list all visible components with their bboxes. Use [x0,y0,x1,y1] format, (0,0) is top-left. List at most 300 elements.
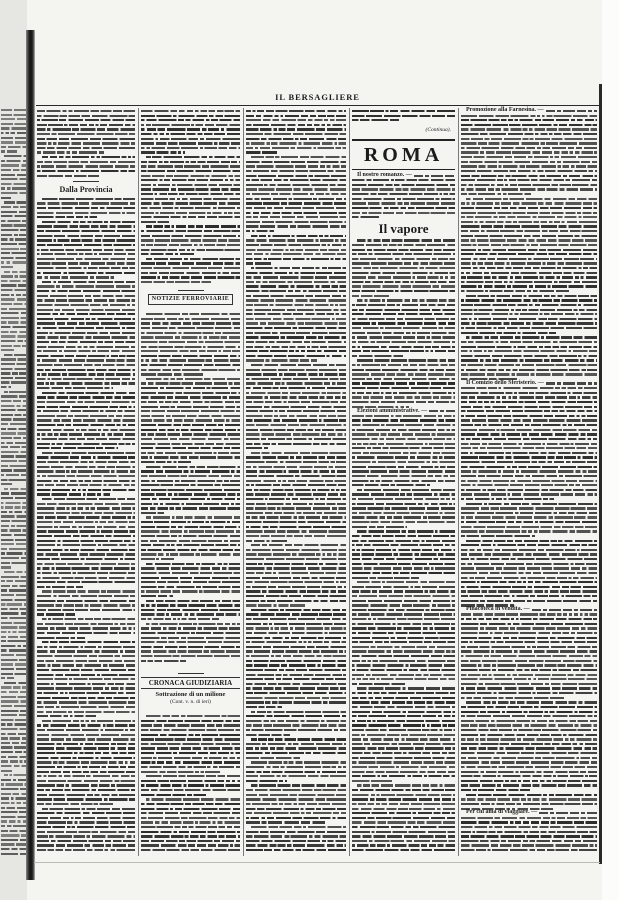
text-line [461,396,597,398]
text-line [352,604,455,606]
text-line [352,336,455,338]
text-line [37,212,135,214]
text-line [352,480,455,482]
text-line [461,387,597,389]
text-line [37,341,135,343]
text-line [461,544,597,546]
text-line [141,346,240,348]
text-line [352,521,455,523]
text-line [1,372,26,374]
text-line [141,230,240,232]
text-line [1,760,26,762]
text-line [352,678,455,680]
text-line [461,346,597,348]
masthead-title: IL BERSAGLIERE [275,92,360,102]
text-line [461,244,597,246]
text-line [246,567,346,569]
text-line [37,401,135,403]
text-line [539,812,597,814]
text-line [461,373,597,375]
text-line [141,660,186,662]
text-line [352,817,455,819]
text-line [37,540,135,542]
text-line [246,110,346,112]
text-line [246,623,346,625]
text-line [1,649,26,651]
text-line [141,535,240,537]
text-line [141,262,240,264]
text-line [141,498,240,500]
text-line [251,364,346,366]
text-line [1,719,26,721]
text-line [1,626,26,628]
text-line [4,391,26,393]
text-line [246,831,346,833]
text-line [352,212,455,214]
text-line [37,798,135,800]
text-line [1,788,26,790]
text-line [1,178,26,180]
text-line [1,294,26,296]
text-line [141,512,164,514]
text-line [352,577,419,579]
text-line [246,835,346,837]
text-line [461,115,597,117]
vapore-heading-block [352,220,455,238]
text-line [1,746,26,748]
text-line [246,577,346,579]
text-line [352,706,455,708]
text-line [461,798,597,800]
runin-paragraph [461,810,597,816]
text-line [352,429,455,431]
text-line [461,692,597,694]
text-line [352,276,455,278]
text-line [1,284,26,286]
text-line [246,170,346,172]
text-line [42,618,135,620]
text-line [246,443,346,445]
text-line [141,350,240,352]
text-line [352,766,455,768]
section-heading: ROMA [352,139,455,170]
text-line [141,341,240,343]
text-line [246,669,346,671]
text-line [461,230,597,232]
text-line [37,613,75,615]
text-line [246,775,346,777]
text-line [352,207,455,209]
column-4 [352,109,455,855]
text-line [246,743,346,745]
text-line [37,595,135,597]
text-line [1,608,26,610]
text-line [246,419,346,421]
text-line [352,461,455,463]
text-line [352,826,455,828]
text-line [141,489,240,491]
text-line [1,252,26,254]
text-line [1,386,11,388]
text-line [461,711,597,713]
text-line [141,849,240,851]
text-line [1,825,26,827]
text-line [461,272,597,274]
text-line [37,692,135,694]
text-line [141,410,240,412]
text-line [1,839,26,841]
text-line [141,544,240,546]
text-line [141,355,240,357]
runin-head: Il nostro romanzo. — [357,171,412,178]
text-line [352,493,455,495]
text-line [146,225,240,227]
text-line [42,281,135,283]
text-line [37,687,135,689]
text-line [246,433,346,435]
text-line [1,405,26,407]
text-line [141,235,240,237]
text-line [141,401,240,403]
text-line [1,511,26,513]
text-line [37,747,135,749]
text-line [141,447,240,449]
text-line [1,686,26,688]
text-line [461,489,597,491]
text-line [37,475,135,477]
text-line [141,650,240,652]
text-line [352,844,455,846]
text-line [466,701,597,703]
text-line [1,331,26,333]
text-line [42,590,135,592]
text-line [461,738,597,740]
text-line [461,734,597,736]
text-line [461,466,597,468]
text-line [1,345,26,347]
text-line [37,272,135,274]
text-line [37,382,135,384]
text-line [246,489,346,491]
text-line [246,808,346,810]
text-line [246,724,346,726]
text-line [461,419,597,421]
text-line [141,609,240,611]
text-line [37,826,135,828]
text-line [352,558,455,560]
text-line [352,734,455,736]
text-line [1,640,26,642]
section-heading: Dalla Provincia [59,184,113,194]
text-line [246,258,346,260]
cronaca-heading-block [141,666,240,713]
text-line [1,802,26,804]
text-line [246,664,346,666]
text-line [461,475,597,477]
text-line [461,290,569,292]
column-rule [349,108,350,856]
text-line [461,452,597,454]
text-line [461,179,597,181]
text-line [461,438,597,440]
text-line [246,373,346,375]
serial-end-note: (Continua). [352,125,455,135]
text-line [37,711,135,713]
text-line [466,503,597,505]
text-line [4,271,26,273]
text-line [37,849,135,851]
text-line [37,558,135,560]
text-line [246,766,346,768]
text-line [141,586,240,588]
text-line [37,840,135,842]
text-line [141,784,240,786]
text-line [141,359,240,361]
text-line [141,221,169,223]
text-line [352,655,455,657]
text-line [1,109,26,111]
text-line [1,363,26,365]
text-line [352,281,455,283]
text-line [352,475,455,477]
text-line [141,239,240,241]
text-line [1,580,26,582]
text-line [141,387,240,389]
text-line [461,817,597,819]
text-line [141,826,240,828]
text-line [141,207,240,209]
text-line [141,844,240,846]
text-line [37,115,135,117]
text-line [1,779,26,781]
text-line [37,216,97,218]
text-line [246,798,346,800]
text-line [461,267,597,269]
text-line [246,821,325,823]
text-line [466,540,597,542]
text-line [246,387,346,389]
text-line [461,355,597,357]
text-line [141,216,240,218]
text-line [4,155,26,157]
text-line [37,678,135,680]
text-line [352,701,455,703]
text-line [352,419,455,421]
text-line [461,151,597,153]
text-line [246,438,346,440]
text-line [37,604,135,606]
text-line [1,460,26,462]
text-line [1,150,17,152]
text-line [352,470,455,472]
text-line [1,479,26,481]
text-line [357,489,455,491]
text-line [461,207,597,209]
page-edge-right [599,84,602,864]
text-line [141,424,240,426]
text-line [352,346,455,348]
text-line [352,544,455,546]
text-line [4,682,26,684]
text-line [1,820,26,822]
text-line [37,304,135,306]
text-line [141,124,240,126]
text-line [461,119,597,121]
text-line [357,359,455,361]
text-line [246,720,346,722]
text-line [1,529,26,531]
text-line [141,202,240,204]
text-line [461,461,597,463]
text-line [246,687,346,689]
text-line [461,844,597,846]
text-line [352,456,455,458]
text-line [461,216,597,218]
text-line [246,812,346,814]
text-line [246,253,346,255]
text-line [246,332,346,334]
text-line [1,751,26,753]
text-line [141,724,240,726]
text-line [1,566,11,568]
text-line [141,128,240,130]
text-line [141,771,220,773]
text-line [461,147,597,149]
text-line [1,733,26,735]
text-line [37,165,135,167]
text-line [352,378,455,380]
text-line [141,212,240,214]
roma-heading-block [352,137,455,172]
text-line [461,632,597,634]
text-line [1,197,11,199]
text-line [246,484,346,486]
text-line [42,720,135,722]
text-line [141,110,240,112]
column-rule [458,108,459,856]
text-line [251,826,346,828]
text-line [141,540,240,542]
text-line [1,266,13,268]
text-line [352,775,455,777]
text-line [37,844,135,846]
text-line [141,831,240,833]
text-line [37,461,135,463]
masthead-rule [36,105,599,106]
text-line [461,161,597,163]
text-line [37,124,135,126]
text-line [251,235,346,237]
text-line [37,794,135,796]
text-line [246,295,346,297]
text-line [141,133,240,135]
text-line [141,789,240,791]
text-line [42,452,135,454]
text-line [42,808,135,810]
text-line [461,133,597,135]
text-line [352,498,455,500]
text-line [141,480,240,482]
text-line [1,474,26,476]
text-line [37,489,135,491]
text-line [246,313,346,315]
text-line [1,220,26,222]
text-line [461,212,597,214]
text-line [141,613,240,615]
text-line [141,272,240,274]
text-line [141,572,240,574]
text-line [1,215,26,217]
text-line [37,650,135,652]
text-line [1,714,26,716]
text-line [246,410,346,412]
text-line [461,498,554,500]
text-line [37,433,135,435]
text-line [42,498,135,500]
text-line [414,175,455,177]
text-line [1,164,26,166]
text-line [352,295,389,297]
text-line [37,258,135,260]
text-line [461,526,597,528]
text-line [1,261,26,263]
text-line [246,161,346,163]
text-line [141,456,240,458]
notizie-heading-block [141,285,240,310]
text-line [246,849,346,851]
text-line [246,382,346,384]
scan-margin [602,0,619,900]
text-line [1,723,26,725]
text-line [461,613,597,615]
text-line [251,609,346,611]
text-line [352,743,455,745]
runin-head: Promozione alla Farnesina. — [466,107,544,114]
text-line [352,373,455,375]
text-line [352,193,455,195]
text-line [246,535,346,537]
text-line [1,599,26,601]
text-line [352,433,455,435]
text-line [141,373,203,375]
text-line [461,803,597,805]
text-line [37,669,135,671]
text-line [246,632,346,634]
text-line [1,132,26,134]
text-line [352,369,455,371]
text-line [1,160,26,162]
text-line [37,419,135,421]
text-line [352,660,455,662]
text-line [141,119,240,121]
text-line [1,853,26,855]
text-line [141,452,240,454]
text-line [141,276,240,278]
text-line [461,322,597,324]
text-line [246,655,346,657]
text-line [461,128,597,130]
text-line [246,470,346,472]
text-line [246,512,346,514]
text-line [461,484,597,486]
runin-head: Pinacoteca in vendita. — [466,606,530,613]
text-line [461,170,597,172]
text-line [352,780,392,782]
text-line [352,789,455,791]
text-line [141,530,240,532]
text-line [352,803,455,805]
text-line [246,447,268,449]
